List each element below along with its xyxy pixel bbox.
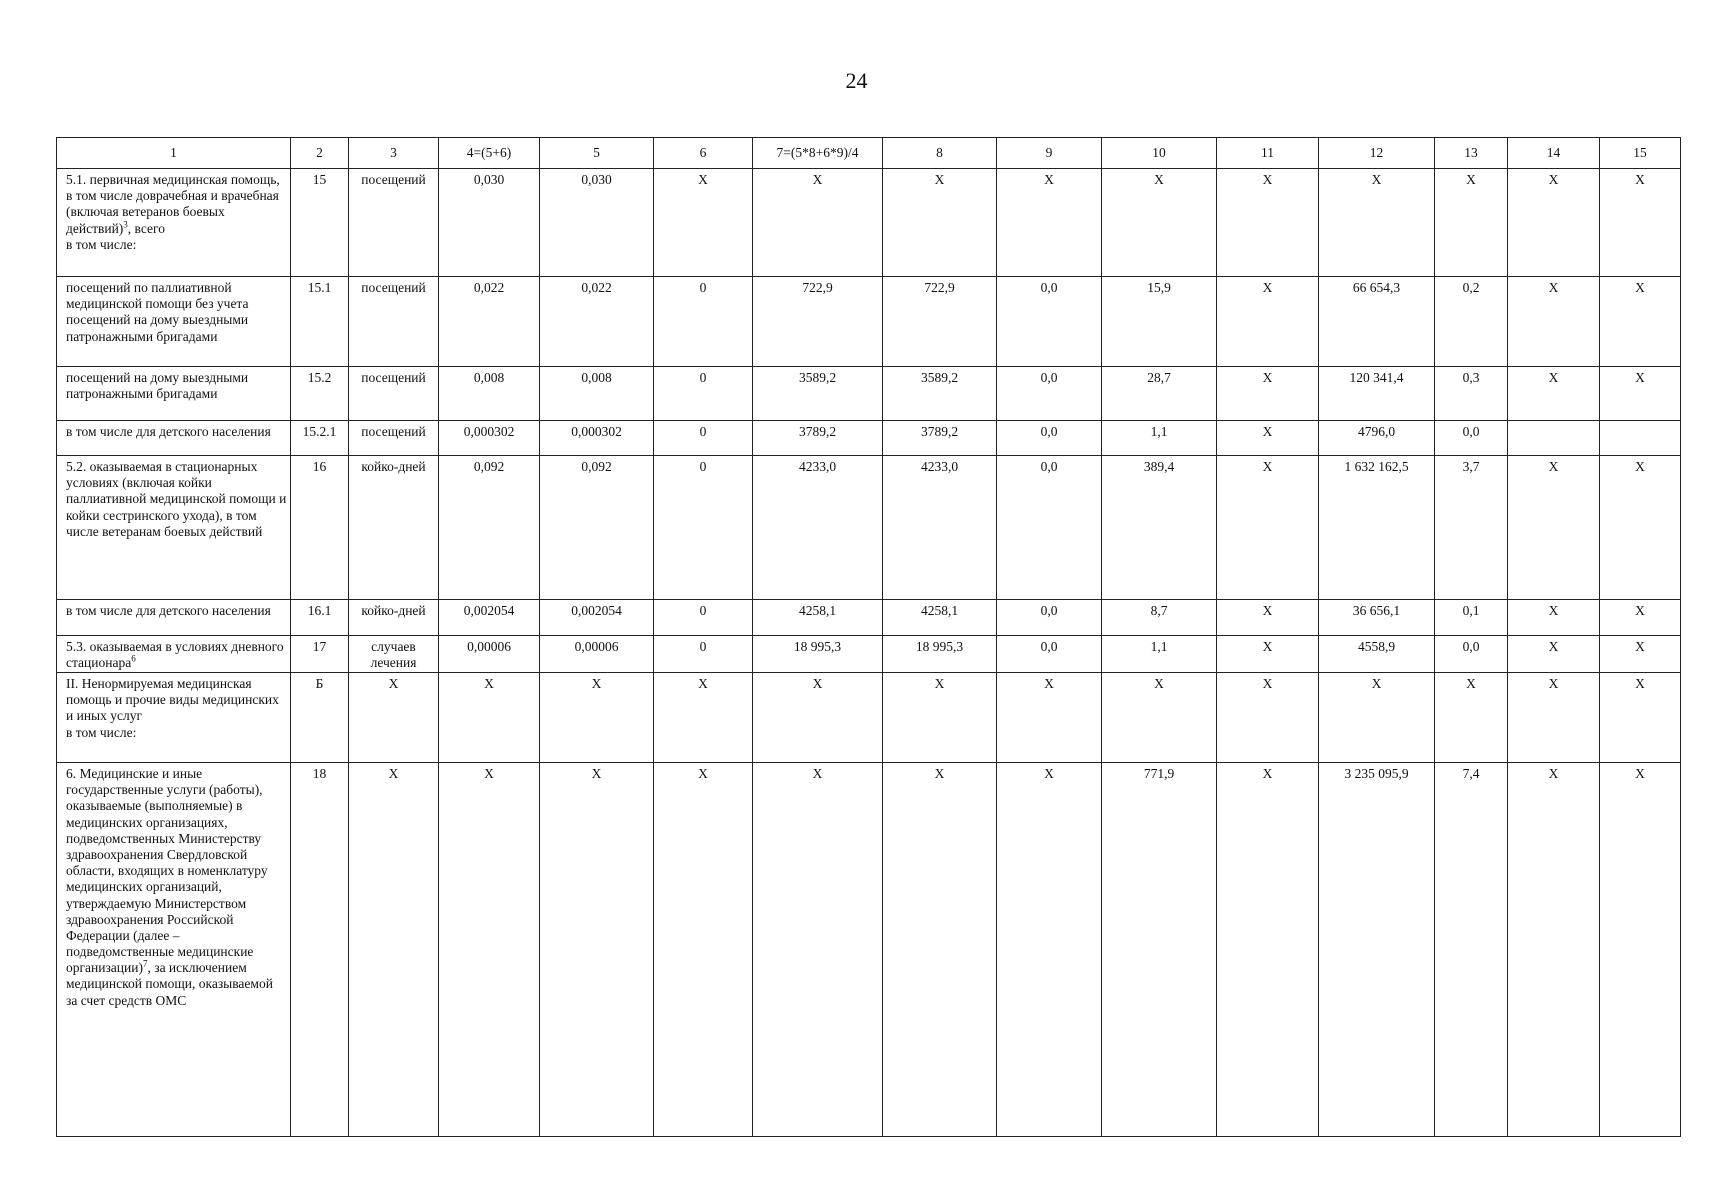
header-cell: 15 [1600, 138, 1681, 169]
table-cell [1600, 421, 1681, 456]
header-cell: 9 [997, 138, 1102, 169]
table-cell: посещений [349, 421, 439, 456]
table-cell: 15.2 [291, 367, 349, 421]
table-row [57, 673, 1681, 763]
header-cell: 8 [883, 138, 997, 169]
table-cell: 3789,2 [883, 421, 997, 456]
table-cell: 15 [291, 169, 349, 277]
footnote-marker: 7 [142, 958, 148, 969]
table-cell: 0,002054 [540, 600, 654, 636]
table-cell: X [540, 673, 654, 763]
table-cell: X [1102, 169, 1217, 277]
footnote-marker: 6 [131, 653, 136, 664]
table-cell: 389,4 [1102, 456, 1217, 600]
table-cell: X [439, 673, 540, 763]
table-cell: 0,092 [439, 456, 540, 600]
row-label [57, 367, 291, 421]
table-cell: X [540, 763, 654, 1137]
table-cell: 0,0 [997, 277, 1102, 367]
header-cell: 13 [1435, 138, 1508, 169]
row-label-text: посещений по паллиативной медицинской помощи без учета посещений на дому выездными патронажными бригадами [66, 280, 249, 344]
row-label-text: II. Ненормируемая медицинская помощь и прочие виды медицинских и иных услуг в том числе: [66, 676, 279, 740]
table-cell: X [654, 763, 753, 1137]
header-cell: 4=(5+6) [439, 138, 540, 169]
table-cell: X [1217, 421, 1319, 456]
table-cell: 0,030 [540, 169, 654, 277]
table-cell: X [1508, 169, 1600, 277]
table-cell: X [997, 673, 1102, 763]
table-cell: 3,7 [1435, 456, 1508, 600]
row-label [57, 673, 291, 763]
table-row [57, 277, 1681, 367]
table-cell: 0,0 [997, 600, 1102, 636]
row-label-text: 5.1. первичная медицинская помощь, в том числе доврачебная и врачебная (включая ветеранов боевых действий) [66, 172, 280, 236]
row-label-text: в том числе для детского населения [66, 424, 271, 439]
header-cell: 1 [57, 138, 291, 169]
table-row [57, 636, 1681, 673]
table-cell: X [1508, 636, 1600, 673]
table-cell: 3589,2 [883, 367, 997, 421]
row-label-text: посещений на дому выездными патронажными бригадами [66, 370, 249, 402]
table-cell: X [1600, 456, 1681, 600]
table-cell: 120 341,4 [1319, 367, 1435, 421]
table-cell: 0,0 [997, 636, 1102, 673]
table-cell: X [1319, 673, 1435, 763]
table-cell: посещений [349, 277, 439, 367]
table-cell: X [1600, 673, 1681, 763]
row-label-text: , всего в том числе: [66, 220, 165, 252]
header-cell: 14 [1508, 138, 1600, 169]
table-row [57, 169, 1681, 277]
table-cell: 0,092 [540, 456, 654, 600]
table-cell: 8,7 [1102, 600, 1217, 636]
table-cell: 15,9 [1102, 277, 1217, 367]
table-cell: 3589,2 [753, 367, 883, 421]
row-label-text: 6. Медицинские и иные государственные услуги (работы), оказываемые (выполняемые) в медицинских организациях, подведомственных Министерству здравоохранения Свердловской области, входящих в номенклатуру медицинских организаций, утверждаемую Министерством здравоохранения Российской Федерации (далее – подведомственные медицинские организации) [66, 766, 268, 976]
table-cell: 4796,0 [1319, 421, 1435, 456]
table-cell: 4258,1 [883, 600, 997, 636]
table-cell [1508, 421, 1600, 456]
table-cell: 0,000302 [540, 421, 654, 456]
table-cell: 722,9 [883, 277, 997, 367]
table-cell: X [753, 763, 883, 1137]
table-cell: X [1508, 456, 1600, 600]
table-cell: 0 [654, 600, 753, 636]
table-cell: 0,00006 [540, 636, 654, 673]
header-cell: 3 [349, 138, 439, 169]
table-cell: койко-дней [349, 456, 439, 600]
table-row [57, 600, 1681, 636]
table-cell: X [1508, 277, 1600, 367]
table-cell: 0 [654, 456, 753, 600]
table-cell: X [883, 673, 997, 763]
header-cell: 7=(5*8+6*9)/4 [753, 138, 883, 169]
table-cell: 18 995,3 [753, 636, 883, 673]
table-cell: 7,4 [1435, 763, 1508, 1137]
row-label [57, 636, 291, 673]
table-cell: X [883, 763, 997, 1137]
table-cell: 18 995,3 [883, 636, 997, 673]
table-cell: X [1508, 600, 1600, 636]
row-label [57, 421, 291, 456]
table-cell: X [654, 169, 753, 277]
table-cell: X [1600, 763, 1681, 1137]
table-cell: X [753, 169, 883, 277]
table-cell: X [1600, 367, 1681, 421]
table-cell: 3789,2 [753, 421, 883, 456]
table-cell: X [883, 169, 997, 277]
table-cell: X [1600, 277, 1681, 367]
table-cell: X [1217, 763, 1319, 1137]
header-cell: 6 [654, 138, 753, 169]
table-cell: 0 [654, 421, 753, 456]
table-cell: 1,1 [1102, 636, 1217, 673]
table-cell: 0,000302 [439, 421, 540, 456]
table-cell: 0,1 [1435, 600, 1508, 636]
data-table [56, 137, 1681, 1137]
table-cell: X [1217, 367, 1319, 421]
row-label [57, 763, 291, 1137]
table-cell: койко-дней [349, 600, 439, 636]
table-cell: 0,008 [439, 367, 540, 421]
table-cell: 0,008 [540, 367, 654, 421]
table-cell: X [1435, 673, 1508, 763]
table-cell: X [1217, 600, 1319, 636]
table-cell: X [997, 763, 1102, 1137]
table-row [57, 367, 1681, 421]
table-cell: X [1217, 636, 1319, 673]
table-cell: 0,022 [439, 277, 540, 367]
table-cell: X [1217, 673, 1319, 763]
table-cell: 0,002054 [439, 600, 540, 636]
row-label [57, 456, 291, 600]
table-cell: 17 [291, 636, 349, 673]
table-cell: X [997, 169, 1102, 277]
table-cell: 4233,0 [883, 456, 997, 600]
table-cell: 0,00006 [439, 636, 540, 673]
table-cell: X [349, 763, 439, 1137]
header-row [57, 138, 1681, 169]
table-cell: X [753, 673, 883, 763]
row-label [57, 600, 291, 636]
row-label [57, 277, 291, 367]
table-cell: 36 656,1 [1319, 600, 1435, 636]
table-cell: 15.2.1 [291, 421, 349, 456]
table-cell: X [1508, 673, 1600, 763]
table-cell: 0,3 [1435, 367, 1508, 421]
table-row [57, 763, 1681, 1137]
row-label-text: в том числе для детского населения [66, 603, 271, 618]
table-row [57, 421, 1681, 456]
table-cell: X [1217, 456, 1319, 600]
table-cell: X [1217, 277, 1319, 367]
table-cell: 0,0 [997, 367, 1102, 421]
table-cell: 1,1 [1102, 421, 1217, 456]
header-cell: 5 [540, 138, 654, 169]
table-cell: 0,0 [997, 456, 1102, 600]
table-cell: 0,2 [1435, 277, 1508, 367]
table-cell: 15.1 [291, 277, 349, 367]
table-cell: X [439, 763, 540, 1137]
table-cell: X [1600, 600, 1681, 636]
table-cell: 3 235 095,9 [1319, 763, 1435, 1137]
header-cell: 11 [1217, 138, 1319, 169]
page-number: 24 [845, 68, 868, 93]
header-cell: 10 [1102, 138, 1217, 169]
table-cell: 0,0 [1435, 636, 1508, 673]
table-cell: 0,022 [540, 277, 654, 367]
table-cell: 4233,0 [753, 456, 883, 600]
table-cell: 4258,1 [753, 600, 883, 636]
header-cell: 2 [291, 138, 349, 169]
table-cell: 18 [291, 763, 349, 1137]
table-cell: X [1508, 763, 1600, 1137]
table-cell: 66 654,3 [1319, 277, 1435, 367]
table-cell: посещений [349, 169, 439, 277]
table-cell: X [1508, 367, 1600, 421]
table-cell: X [1319, 169, 1435, 277]
table-cell: 28,7 [1102, 367, 1217, 421]
table-cell: X [654, 673, 753, 763]
table-cell: 4558,9 [1319, 636, 1435, 673]
table-cell: 0,030 [439, 169, 540, 277]
table-cell: 16 [291, 456, 349, 600]
footnote-marker: 3 [123, 219, 128, 230]
row-label-text: , за исключением медицинской помощи, оказываемой за счет средств ОМС [66, 960, 273, 1008]
table-cell: 0 [654, 277, 753, 367]
table-cell: X [1600, 636, 1681, 673]
table-cell: 0,0 [997, 421, 1102, 456]
table-cell: X [1435, 169, 1508, 277]
table-cell: посещений [349, 367, 439, 421]
table-row [57, 456, 1681, 600]
table-cell: 0,0 [1435, 421, 1508, 456]
table-cell: X [349, 673, 439, 763]
table-cell: случаев лечения [349, 636, 439, 673]
row-label-text: 5.3. оказываемая в условиях дневного стационара [66, 639, 284, 671]
row-label-text: 5.2. оказываемая в стационарных условиях (включая койки паллиативной медицинской помощи и койки сестринского ухода), в том числе ветеранам боевых действий [66, 459, 287, 539]
table-cell: 771,9 [1102, 763, 1217, 1137]
table-cell: X [1217, 169, 1319, 277]
table-cell: 0 [654, 367, 753, 421]
table-cell: X [1600, 169, 1681, 277]
header-cell: 12 [1319, 138, 1435, 169]
row-label [57, 169, 291, 277]
table-cell: 16.1 [291, 600, 349, 636]
table-cell: 1 632 162,5 [1319, 456, 1435, 600]
table-cell: Б [291, 673, 349, 763]
table-cell: X [1102, 673, 1217, 763]
table-cell: 722,9 [753, 277, 883, 367]
table-cell: 0 [654, 636, 753, 673]
